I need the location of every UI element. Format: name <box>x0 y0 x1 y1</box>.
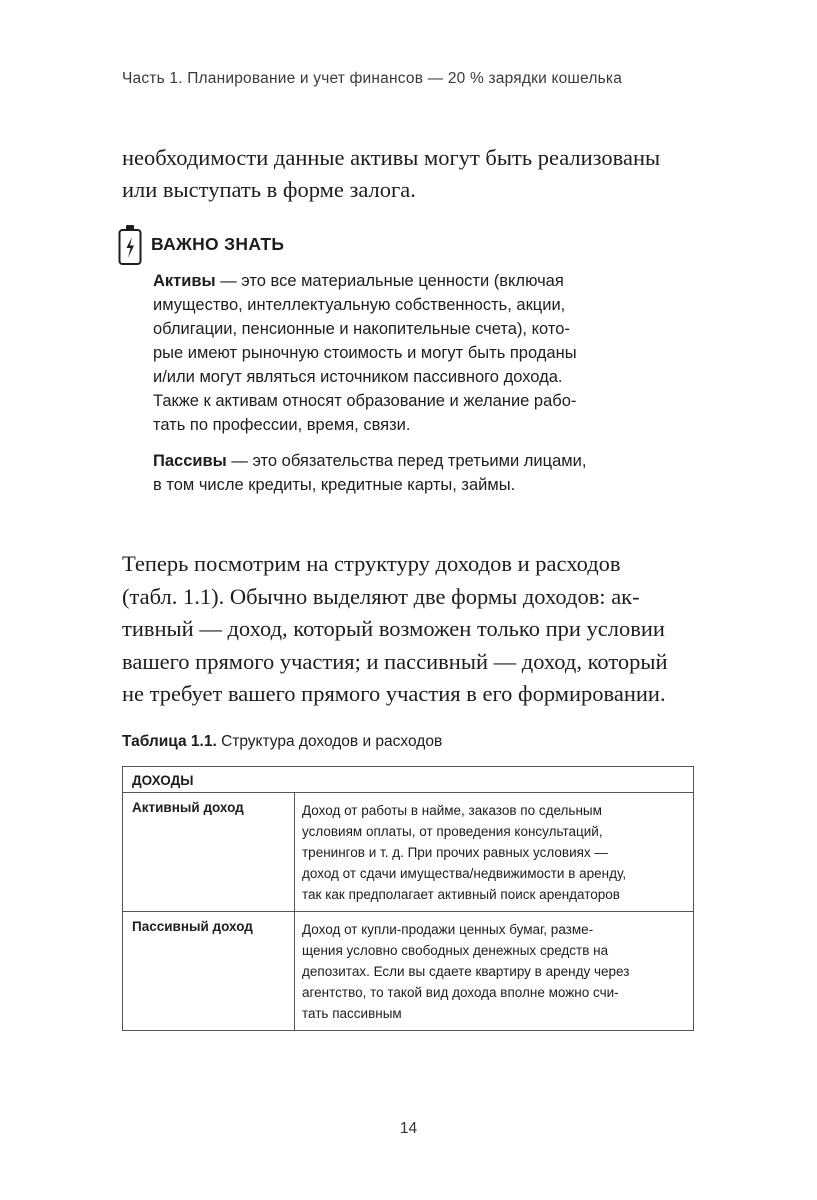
battery-icon <box>118 224 142 266</box>
text-line: в том числе кредиты, кредитные карты, займы. <box>153 476 516 494</box>
text-line: тать по профессии, время, связи. <box>153 416 411 434</box>
text-line: агентство, то такой вид дохода вполне можно счи- <box>302 985 619 1000</box>
table-caption <box>122 733 442 751</box>
text-line: тивный — доход, который возможен только при условии <box>122 616 665 641</box>
assets-term: Активы <box>153 272 216 290</box>
assets-definition-first-line <box>153 269 698 293</box>
text-line: тать пассивным <box>302 1006 402 1021</box>
text-line: и/или могут являться источником пассивного дохода. <box>153 368 563 386</box>
income-structure-table <box>122 766 694 1031</box>
table-row-description <box>295 793 694 912</box>
table-section-header-row <box>123 767 694 793</box>
table-row-label: Пассивный доход <box>123 912 295 1031</box>
text-fragment: — это обязательства перед третьими лицами, <box>226 452 587 470</box>
text-line: щения условно свободных денежных средств на <box>302 943 609 958</box>
important-title: ВАЖНО ЗНАТЬ <box>151 234 285 254</box>
text-fragment: — это все материальные ценности (включая <box>215 272 564 290</box>
liabilities-definition-first-line <box>153 449 698 473</box>
text-line: доход от сдачи имущества/недвижимости в аренду, <box>302 866 627 881</box>
page-number: 14 <box>399 1120 418 1137</box>
text-line: вашего прямого участия; и пассивный — доход, который <box>122 648 668 674</box>
table-caption-label: Таблица 1.1. <box>122 733 217 750</box>
running-head: Часть 1. Планирование и учет финансов — 20 % зарядки кошелька <box>122 70 623 87</box>
text-line: не требует вашего прямого участия в его формировании. <box>122 681 666 706</box>
text-line: Также к активам относят образование и желание рабо- <box>153 392 577 410</box>
table-row <box>123 793 694 912</box>
liabilities-term: Пассивы <box>153 452 227 470</box>
text-line: Доход от работы в найме, заказов по сдельным <box>302 803 602 818</box>
table-row-label: Активный доход <box>123 793 295 912</box>
table-caption-text: Структура доходов и расходов <box>216 733 443 750</box>
text-line: рые имеют рыночную стоимость и могут быть проданы <box>153 344 577 362</box>
text-line: Теперь посмотрим на структуру доходов и расходов <box>122 551 621 576</box>
body-paragraph-1 <box>122 142 697 206</box>
paragraph-gap <box>153 437 698 449</box>
text-line: тренингов и т. д. При прочих равных условиях — <box>302 845 608 860</box>
text-line: необходимости данные активы могут быть реализованы <box>122 145 661 170</box>
text-line: условиям оплаты, от проведения консультаций, <box>302 824 603 839</box>
important-body <box>153 269 698 497</box>
text-line: или выступать в форме залога. <box>122 177 416 202</box>
table-row-description <box>295 912 694 1031</box>
text-line: депозитах. Если вы сдаете квартиру в аренду через <box>302 964 630 979</box>
text-line: имущество, интеллектуальную собственность, акции, <box>153 296 566 314</box>
table-section-header: ДОХОДЫ <box>123 767 694 793</box>
table-row <box>123 912 694 1031</box>
text-line: (табл. 1.1). Обычно выделяют две формы доходов: ак- <box>122 583 640 609</box>
text-line: так как предполагает активный поиск арендаторов <box>302 887 620 902</box>
body-paragraph-2 <box>122 548 697 711</box>
text-line: Доход от купли-продажи ценных бумаг, разме- <box>302 922 594 937</box>
text-line: облигации, пенсионные и накопительные счета), кото- <box>153 320 570 338</box>
